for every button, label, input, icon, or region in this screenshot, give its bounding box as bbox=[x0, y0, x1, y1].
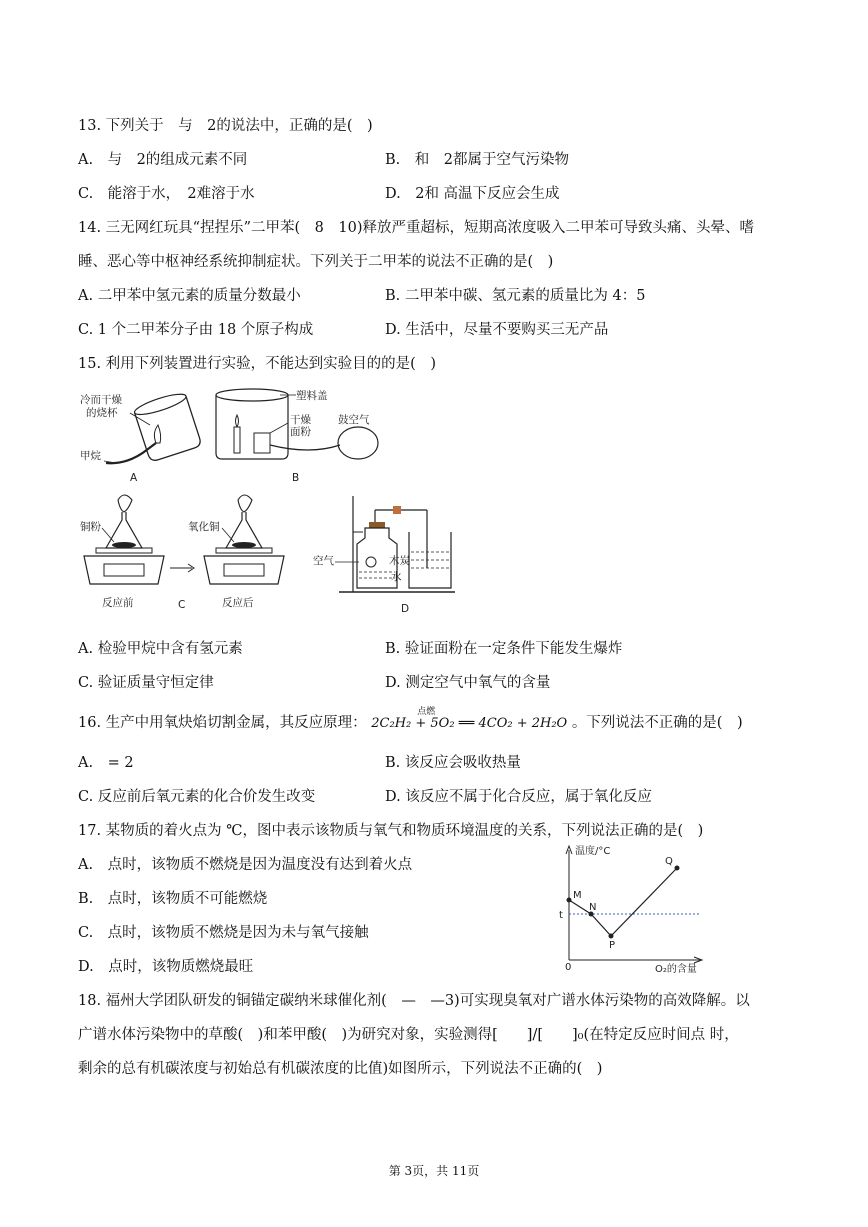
svg-text:面粉: 面粉 bbox=[290, 426, 311, 438]
point-q bbox=[675, 866, 680, 871]
q17-option-c: C. 点时，该物质不燃烧是因为未与氧气接触 bbox=[78, 925, 369, 941]
q15-option-d: D. 测定空气中氧气的含量 bbox=[385, 675, 551, 691]
svg-text:水: 水 bbox=[391, 571, 402, 583]
q15-figure-a bbox=[78, 385, 208, 485]
q16-stem-prefix: 16. 生产中用氧炔焰切割金属，其反应原理： bbox=[78, 715, 367, 731]
q15-figure-c bbox=[74, 488, 294, 616]
q16-stem bbox=[78, 707, 743, 732]
q14-option-d: D. 生活中，尽量不要购买三无产品 bbox=[385, 322, 609, 338]
svg-text:氧化铜: 氧化铜 bbox=[188, 521, 220, 533]
q14-stem-line1: 14. 三无网红玩具“捏捏乐”二甲苯( 8 10)释放严重超标，短期高浓度吸入二甲苯可导致头痛、头晕、嗜 bbox=[78, 220, 754, 236]
q13-option-d: D. 2和 高温下反应会生成 bbox=[385, 186, 560, 202]
q17-option-b: B. 点时，该物质不可能燃烧 bbox=[78, 891, 268, 907]
q15-figure-b bbox=[210, 385, 390, 485]
point-p bbox=[609, 934, 614, 939]
t-label: t bbox=[559, 910, 563, 921]
q16-option-a: A. = 2 bbox=[78, 755, 134, 771]
svg-text:Q: Q bbox=[665, 856, 673, 867]
q16-option-c: C. 反应前后氧元素的化合价发生改变 bbox=[78, 789, 316, 805]
q14-stem-line2: 睡、恶心等中枢神经系统抑制症状。下列关于二甲苯的说法不正确的是( ) bbox=[78, 254, 554, 270]
q16-option-b: B. 该反应会吸收热量 bbox=[385, 755, 521, 771]
q16-stem-suffix: 。下列说法不正确的是( ) bbox=[571, 715, 743, 731]
x-axis-label: O₂的含量 bbox=[655, 964, 697, 975]
svg-text:空气: 空气 bbox=[313, 555, 334, 567]
q13-option-c: C. 能溶于水， 2难溶于水 bbox=[78, 186, 255, 202]
q14-option-a: A. 二甲苯中氢元素的质量分数最小 bbox=[78, 288, 301, 304]
svg-text:铜粉: 铜粉 bbox=[80, 521, 101, 533]
q15-stem: 15. 利用下列装置进行实验，不能达到实验目的的是( ) bbox=[78, 356, 436, 372]
q17-graph bbox=[555, 840, 715, 980]
q17-stem: 17. 某物质的着火点为 ℃，图中表示该物质与氧气和物质环境温度的关系，下列说法正确的是( ) bbox=[78, 823, 704, 839]
svg-text:P: P bbox=[609, 940, 616, 951]
q16-condition: 点燃 bbox=[417, 707, 436, 717]
svg-text:的烧杯: 的烧杯 bbox=[86, 407, 118, 419]
svg-text:D: D bbox=[401, 603, 410, 615]
svg-text:塑料盖: 塑料盖 bbox=[296, 390, 328, 402]
q13-option-a: A. 与 2的组成元素不同 bbox=[78, 152, 248, 168]
svg-text:冷而干燥: 冷而干燥 bbox=[80, 394, 122, 406]
svg-text:B: B bbox=[292, 472, 300, 484]
svg-text:反应前: 反应前 bbox=[102, 597, 134, 609]
q14-option-b: B. 二甲苯中碳、氢元素的质量比为 4：5 bbox=[385, 288, 646, 304]
svg-text:鼓空气: 鼓空气 bbox=[338, 414, 370, 426]
svg-text:A: A bbox=[130, 472, 138, 484]
q15-figure-d bbox=[305, 488, 465, 616]
temperature-curve bbox=[569, 868, 677, 936]
q16-equation: 点燃 2C₂H₂ + 5O₂ ══ 4CO₂ + 2H₂O bbox=[371, 712, 567, 731]
q18-line2: 广谱水体污染物中的草酸( )和苯甲酸( )为研究对象，实验测得[ ]/[ ]₀(在特定反应时间点 时， bbox=[78, 1027, 739, 1043]
point-m bbox=[567, 898, 572, 903]
q13-stem: 13. 下列关于 与 2的说法中，正确的是( ) bbox=[78, 118, 373, 134]
y-axis-label: 温度/°C bbox=[575, 846, 611, 857]
svg-text:M: M bbox=[573, 890, 582, 901]
q14-option-c: C. 1 个二甲苯分子由 18 个原子构成 bbox=[78, 322, 314, 338]
svg-text:N: N bbox=[589, 902, 597, 913]
origin-label: 0 bbox=[565, 962, 572, 973]
svg-text:干燥: 干燥 bbox=[290, 414, 311, 426]
q15-option-a: A. 检验甲烷中含有氢元素 bbox=[78, 641, 243, 657]
svg-text:甲烷: 甲烷 bbox=[80, 450, 101, 462]
svg-text:木炭: 木炭 bbox=[389, 555, 410, 567]
q18-line3: 剩余的总有机碳浓度与初始总有机碳浓度的比值)如图所示，下列说法不正确的( ) bbox=[78, 1061, 603, 1077]
svg-text:C: C bbox=[178, 599, 186, 611]
svg-text:反应后: 反应后 bbox=[222, 597, 254, 609]
q13-option-b: B. 和 2都属于空气污染物 bbox=[385, 152, 569, 168]
q15-option-c: C. 验证质量守恒定律 bbox=[78, 675, 214, 691]
q17-option-a: A. 点时，该物质不燃烧是因为温度没有达到着火点 bbox=[78, 857, 413, 873]
q17-option-d: D. 点时，该物质燃烧最旺 bbox=[78, 959, 254, 975]
q18-line1: 18. 福州大学团队研发的铜锚定碳纳米球催化剂( — —3)可实现臭氧对广谱水体污染物的高效降解。以 bbox=[78, 993, 750, 1009]
page-footer: 第 3页，共 11页 bbox=[388, 1164, 480, 1178]
q16-option-d: D. 该反应不属于化合反应，属于氧化反应 bbox=[385, 789, 652, 805]
q15-option-b: B. 验证面粉在一定条件下能发生爆炸 bbox=[385, 641, 623, 657]
